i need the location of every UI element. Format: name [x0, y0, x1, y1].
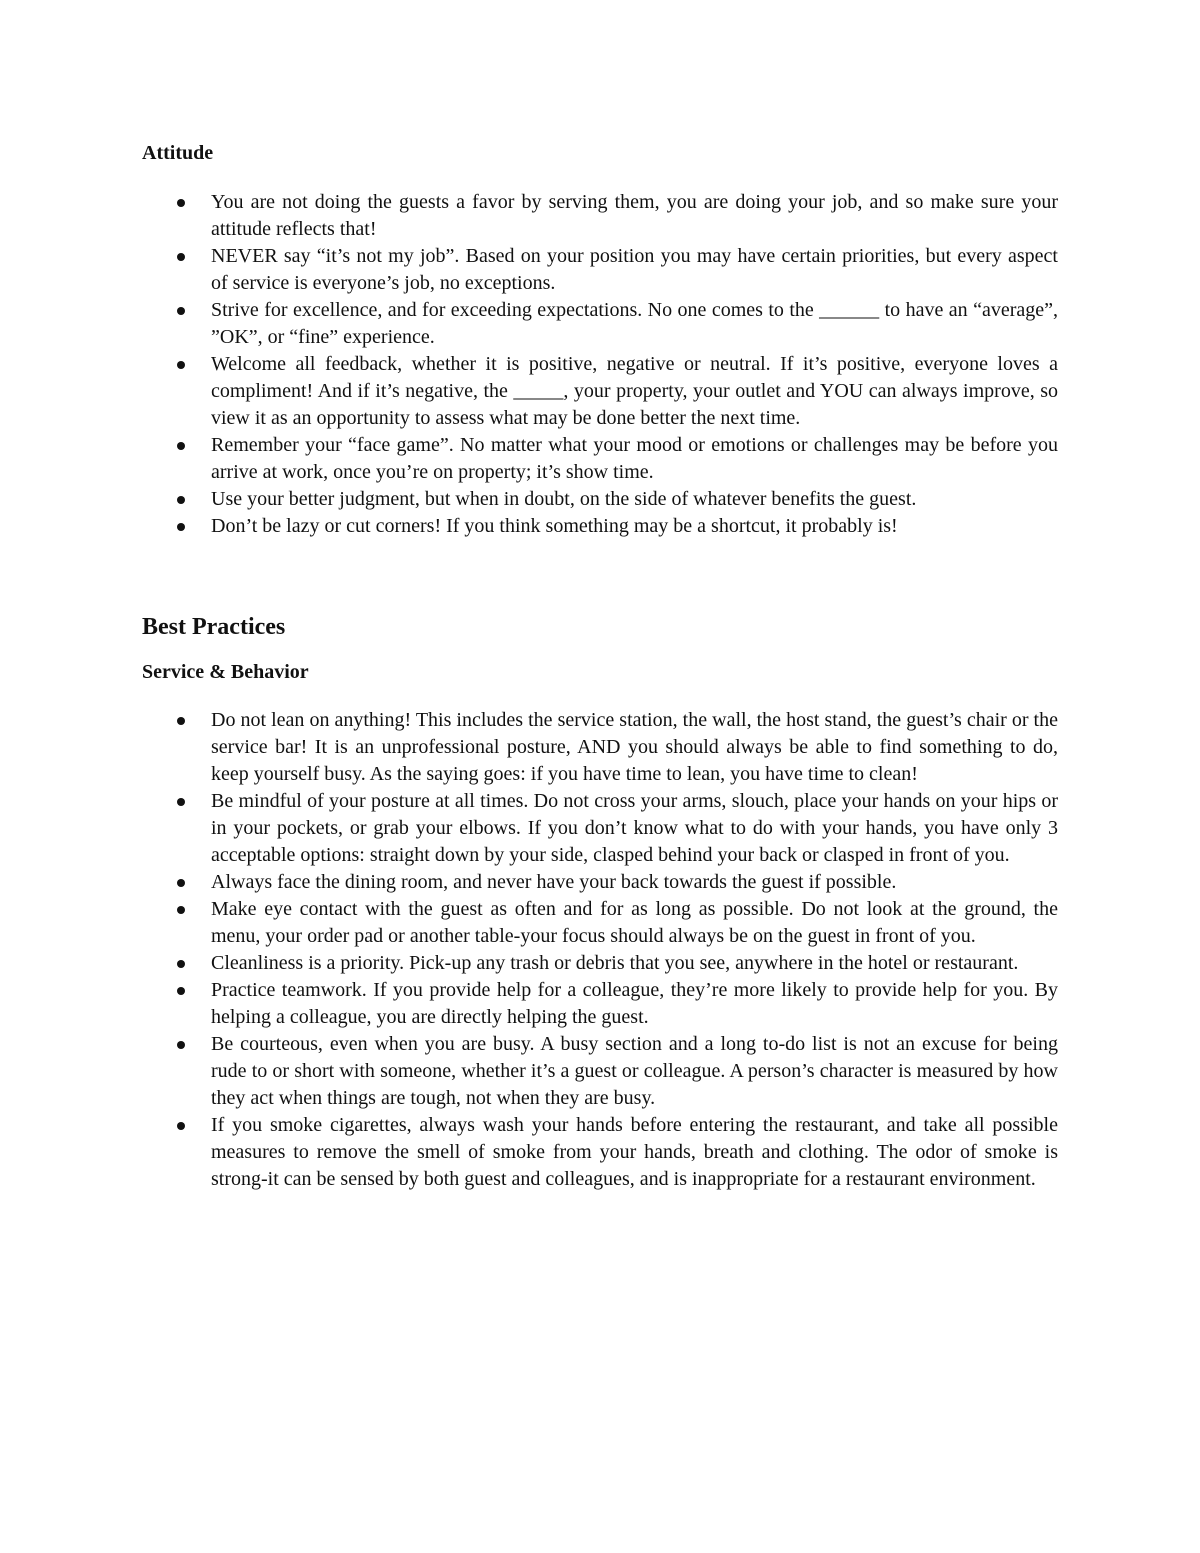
list-item-text: Remember your “face game”. No matter what your mood or emotions or challenges may be before you arrive at work, once you’re on property; it’s show time. [211, 434, 1058, 483]
list-item [142, 977, 1058, 1031]
list-item-text: You are not doing the guests a favor by serving them, you are doing your job, and so make sure your attitude reflects that! [211, 191, 1058, 240]
bullet-icon [177, 496, 185, 504]
list-item [142, 297, 1058, 351]
list-item-text: Practice teamwork. If you provide help for a colleague, they’re more likely to provide help for you. By helping a colleague, you are directly helping the guest. [211, 979, 1058, 1028]
list-item [142, 788, 1058, 869]
bullet-icon [177, 1122, 185, 1130]
bullet-icon [177, 987, 185, 995]
bullet-icon [177, 879, 185, 887]
list-item [142, 486, 1058, 513]
list-item-text: Welcome all feedback, whether it is positive, negative or neutral. If it’s positive, everyone loves a compliment! And if it’s negative, the _____, your property, your outlet and YOU can always improve, so view it as an opportunity to assess what may be done better the next time. [211, 353, 1058, 429]
bullet-icon [177, 199, 185, 207]
document-content [142, 140, 1058, 1193]
list-item-text: If you smoke cigarettes, always wash your hands before entering the restaurant, and take all possible measures to remove the smell of smoke from your hands, breath and clothing. The odor of smoke is strong-it can be sensed by both guest and colleagues, and is inappropriate for a restaurant environment. [211, 1114, 1058, 1190]
bullet-icon [177, 442, 185, 450]
list-item-text: Be mindful of your posture at all times. Do not cross your arms, slouch, place your hands on your hips or in your pockets, or grab your elbows. If you don’t know what to do with your hands, you have only 3 acceptable options: straight down by your side, clasped behind your back or clasped in front of you. [211, 790, 1058, 866]
list-item-text: Use your better judgment, but when in doubt, on the side of whatever benefits the guest. [211, 488, 917, 510]
bullet-icon [177, 798, 185, 806]
list-item [142, 950, 1058, 977]
list-item-text: Strive for excellence, and for exceeding expectations. No one comes to the ______ to have an “average”, ”OK”, or “fine” experience. [211, 299, 1058, 348]
best-practices-heading: Best Practices [142, 614, 286, 640]
bullet-icon [177, 717, 185, 725]
bullet-icon [177, 307, 185, 315]
list-item-text: Cleanliness is a priority. Pick-up any trash or debris that you see, anywhere in the hotel or restaurant. [211, 952, 1019, 974]
list-item-text: Make eye contact with the guest as often and for as long as possible. Do not look at the ground, the menu, your order pad or another table-your focus should always be on the guest in front of you. [211, 898, 1058, 947]
list-item [142, 896, 1058, 950]
list-item [142, 243, 1058, 297]
bullet-icon [177, 361, 185, 369]
list-item [142, 513, 1058, 540]
list-item [142, 1031, 1058, 1112]
bullet-icon [177, 523, 185, 531]
list-item [142, 869, 1058, 896]
attitude-list [142, 189, 1058, 540]
list-item [142, 189, 1058, 243]
list-item [142, 351, 1058, 432]
bullet-icon [177, 253, 185, 261]
bullet-icon [177, 1041, 185, 1049]
list-item-text: Don’t be lazy or cut corners! If you think something may be a shortcut, it probably is! [211, 515, 898, 537]
service-behavior-subheading: Service & Behavior [142, 661, 309, 683]
list-item-text: Do not lean on anything! This includes the service station, the wall, the host stand, the guest’s chair or the service bar! It is an unprofessional posture, AND you should always be able to find something to do, keep yourself busy. As the saying goes: if you have time to lean, you have time to clean! [211, 709, 1058, 785]
list-item-text: Always face the dining room, and never have your back towards the guest if possible. [211, 871, 897, 893]
bullet-icon [177, 906, 185, 914]
attitude-heading: Attitude [142, 142, 214, 164]
list-item [142, 1112, 1058, 1193]
service-behavior-list [142, 707, 1058, 1193]
list-item [142, 707, 1058, 788]
list-item-text: Be courteous, even when you are busy. A busy section and a long to-do list is not an excuse for being rude to or short with someone, whether it’s a guest or colleague. A person’s character is measured by how they act when things are tough, not when they are busy. [211, 1033, 1058, 1109]
bullet-icon [177, 960, 185, 968]
list-item [142, 432, 1058, 486]
list-item-text: NEVER say “it’s not my job”. Based on your position you may have certain priorities, but every aspect of service is everyone’s job, no exceptions. [211, 245, 1058, 294]
